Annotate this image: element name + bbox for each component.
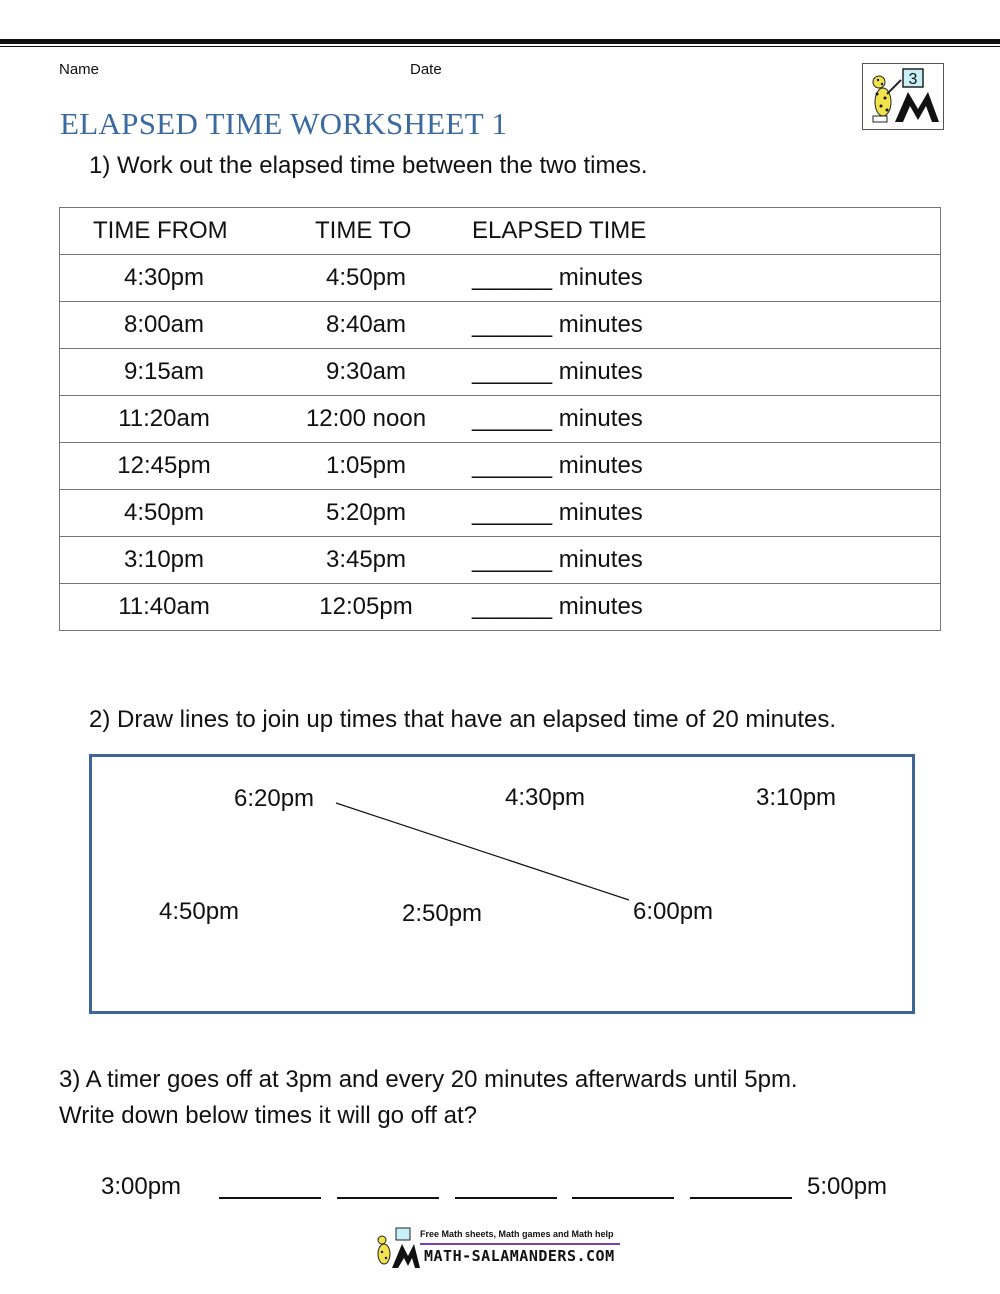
elapsed-answer-cell[interactable]: ______ minutes <box>464 255 941 302</box>
footer-tagline: Free Math sheets, Math games and Math help <box>420 1229 614 1239</box>
time-from-cell: 8:00am <box>60 302 269 349</box>
match-time-3-10pm[interactable]: 3:10pm <box>756 784 837 811</box>
elapsed-answer-cell[interactable]: ______ minutes <box>464 349 941 396</box>
sequence-start-time: 3:00pm <box>101 1173 182 1200</box>
match-time-2-50pm[interactable]: 2:50pm <box>402 900 483 927</box>
salamander-footer-icon <box>372 1226 420 1270</box>
sequence-end-time: 5:00pm <box>807 1173 888 1200</box>
time-to-cell: 3:45pm <box>268 537 464 584</box>
time-from-cell: 4:50pm <box>60 490 269 537</box>
answer-blank-5[interactable] <box>690 1197 792 1199</box>
grade-number: 3 <box>908 71 918 88</box>
question-3-line-1: 3) A timer goes off at 3pm and every 20 minutes afterwards until 5pm. <box>59 1066 798 1093</box>
answer-blank-2[interactable] <box>337 1197 439 1199</box>
answer-blank-4[interactable] <box>572 1197 674 1199</box>
column-header-elapsed-time: ELAPSED TIME <box>464 208 941 255</box>
time-to-cell: 4:50pm <box>268 255 464 302</box>
name-label: Name <box>59 61 100 78</box>
elapsed-answer-cell[interactable]: ______ minutes <box>464 584 941 631</box>
time-to-cell: 8:40am <box>268 302 464 349</box>
footer-divider <box>420 1243 620 1245</box>
page-title: ELAPSED TIME WORKSHEET 1 <box>60 106 508 141</box>
answer-blank-1[interactable] <box>219 1197 321 1199</box>
question-1-prompt: 1) Work out the elapsed time between the two times. <box>89 152 648 179</box>
elapsed-answer-cell[interactable]: ______ minutes <box>464 443 941 490</box>
elapsed-answer-cell[interactable]: ______ minutes <box>464 490 941 537</box>
match-time-6-00pm[interactable]: 6:00pm <box>633 898 714 925</box>
footer-logo[interactable] <box>372 1226 628 1270</box>
time-to-cell: 1:05pm <box>268 443 464 490</box>
elapsed-answer-cell[interactable]: ______ minutes <box>464 302 941 349</box>
elapsed-answer-cell[interactable]: ______ minutes <box>464 537 941 584</box>
elapsed-answer-cell[interactable]: ______ minutes <box>464 396 941 443</box>
time-from-cell: 12:45pm <box>60 443 269 490</box>
time-to-cell: 12:05pm <box>268 584 464 631</box>
answer-blank-3[interactable] <box>455 1197 557 1199</box>
match-time-4-50pm[interactable]: 4:50pm <box>159 898 240 925</box>
time-to-cell: 9:30am <box>268 349 464 396</box>
time-from-cell: 3:10pm <box>60 537 269 584</box>
column-header-time-from: TIME FROM <box>60 208 269 255</box>
time-from-cell: 9:15am <box>60 349 269 396</box>
time-to-cell: 12:00 noon <box>268 396 464 443</box>
match-time-4-30pm[interactable]: 4:30pm <box>505 784 586 811</box>
match-time-6-20pm[interactable]: 6:20pm <box>234 785 315 812</box>
question-3-line-2: Write down below times it will go off at? <box>59 1102 477 1129</box>
date-label: Date <box>410 61 442 78</box>
column-header-time-to: TIME TO <box>268 208 464 255</box>
time-from-cell: 11:20am <box>60 396 269 443</box>
time-from-cell: 4:30pm <box>60 255 269 302</box>
time-from-cell: 11:40am <box>60 584 269 631</box>
question-2-prompt: 2) Draw lines to join up times that have an elapsed time of 20 minutes. <box>89 706 837 733</box>
footer-site-name[interactable]: MATH-SALAMANDERS.COM <box>424 1247 615 1265</box>
time-to-cell: 5:20pm <box>268 490 464 537</box>
